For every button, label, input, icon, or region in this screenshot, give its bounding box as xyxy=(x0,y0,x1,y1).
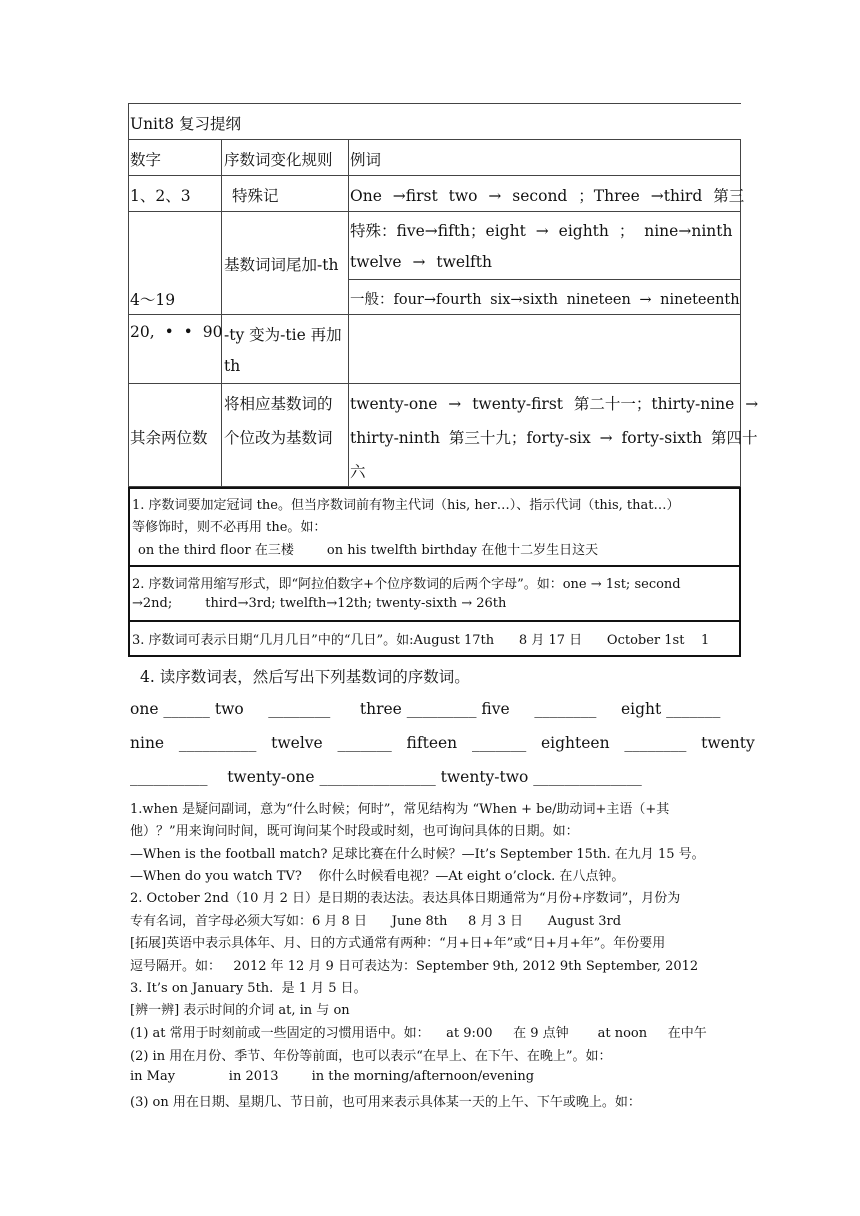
header-rule: 序数词变化规则 xyxy=(224,151,333,169)
table-rule xyxy=(128,139,741,140)
grammar-line: (3) on 用在日期、星期几、节日前，也可用来表示具体某一天的上午、下午或晚上。如： xyxy=(130,1095,641,1110)
exercise-heading: 4. 读序数词表，然后写出下列基数词的序数词。 xyxy=(140,668,470,686)
row4-number: 其余两位数 xyxy=(130,429,208,447)
header-example: 例词 xyxy=(350,151,382,169)
grammar-line: 他）？”用来询问时间，既可询问某个时段或时刻，也可询问具体的日期。如： xyxy=(130,824,579,839)
grammar-line: in May in 2013 in the morning/afternoon/evening xyxy=(130,1069,535,1084)
row4-rule-line1: 将相应基数词的 xyxy=(224,395,333,413)
grammar-line: 逗号隔开。如： 2012 年 12 月 9 日可表达为：September 9th, 2012 9th September, 2012 xyxy=(130,959,699,974)
table-rule xyxy=(128,103,129,486)
box-rule xyxy=(128,487,130,657)
grammar-line: 专有名词，首字母必须大写如：6 月 8 日 June 8th 8 月 3 日 August 3rd xyxy=(130,914,622,929)
table-rule xyxy=(221,139,222,486)
header-number: 数字 xyxy=(130,151,162,169)
grammar-line: —When is the football match? 足球比赛在什么时候？—It’s September 15th. 在九月 15 号。 xyxy=(130,847,705,862)
row4-example-line2: thirty-ninth 第三十九；forty-six → forty-sixth 第四十 xyxy=(350,429,758,447)
table-rule xyxy=(128,314,741,315)
row1-rule: 特殊记 xyxy=(232,187,279,205)
box-rule xyxy=(128,655,741,657)
note3: 3. 序数词可表示日期“几月几日”中的“几日”。如:August 17th 8 月 17 日 October 1st 1 xyxy=(132,633,710,648)
grammar-line: 2. October 2nd（10 月 2 日）是日期的表达法。表达具体日期通常为“月份+序数词”，月份为 xyxy=(130,891,681,906)
exercise-line1: one ______ two ________ three _________ five ________ eight _______ xyxy=(130,700,721,718)
table-rule xyxy=(128,103,741,104)
grammar-line: [辨一辨] 表示时间的介词 at, in 与 on xyxy=(130,1003,350,1018)
note1-line3: on the third floor 在三楼 on his twelfth birthday 在他十二岁生日这天 xyxy=(138,543,599,558)
grammar-line: 3. It’s on January 5th. 是 1 月 5 日。 xyxy=(130,981,367,996)
grammar-line: (2) in 用在月份、季节、年份等前面，也可以表示“在早上、在下午、在晚上”。如： xyxy=(130,1049,612,1064)
note2-line2: →2nd; third→3rd; twelfth→12th; twenty-sixth → 26th xyxy=(132,596,507,611)
row1-example: One →first two → second ；Three →third 第三 xyxy=(350,187,745,205)
grammar-line: —When do you watch TV? 你什么时候看电视？—At eight o’clock. 在八点钟。 xyxy=(130,869,625,884)
grammar-line: 1.when 是疑问副词，意为“什么时候；何时”，常见结构为 “When + be/助动词+主语（+其 xyxy=(130,802,670,817)
table-rule xyxy=(128,175,741,176)
grammar-line: (1) at 常用于时刻前或一些固定的习惯用语中。如： at 9:00 在 9 点钟 at noon 在中午 xyxy=(130,1026,707,1041)
table-rule xyxy=(348,139,349,486)
box-rule xyxy=(128,620,741,622)
grammar-line: [拓展]英语中表示具体年、月、日的方式通常有两种：“月+日+年”或“日+月+年”。年份要用 xyxy=(130,936,666,951)
box-rule xyxy=(128,565,741,567)
box-rule xyxy=(128,487,741,489)
row4-rule-line2: 个位改为基数词 xyxy=(224,429,333,447)
note1-line1: 1. 序数词要加定冠词 the。但当序数词前有物主代词（his, her…）、指示代词（this, that…） xyxy=(132,498,680,513)
table-title: Unit8 复习提纲 xyxy=(130,115,242,133)
row3-rule-line1: -ty 变为-tie 再加 xyxy=(224,326,342,344)
row2-number: 4～19 xyxy=(130,291,176,309)
row3-rule-line2: th xyxy=(224,357,241,375)
row2-rule: 基数词词尾加-th xyxy=(224,256,339,274)
table-rule xyxy=(348,279,741,280)
row1-number: 1、2、3 xyxy=(130,187,191,205)
box-rule xyxy=(739,487,741,657)
note1-line2: 等修饰时，则不必再用 the。如： xyxy=(132,520,327,535)
row2-special-line1: 特殊：five→fifth；eight → eighth ； nine→ninth xyxy=(350,222,733,240)
note2-line1: 2. 序数词常用缩写形式，即“阿拉伯数字+个位序数词的后两个字母”。如：one → 1st; second xyxy=(132,577,681,592)
row2-special-line2: twelve → twelfth xyxy=(350,253,492,271)
table-rule xyxy=(128,383,741,384)
exercise-line2: nine __________ twelve _______ fifteen _______ eighteen ________ twenty xyxy=(130,734,755,752)
exercise-line3: __________ twenty-one _______________ twenty-two ______________ xyxy=(130,768,642,786)
row2-general: 一般：four→fourth six→sixth nineteen → nineteenth xyxy=(350,292,740,308)
row4-example-line1: twenty-one → twenty-first 第二十一；thirty-nine → xyxy=(350,395,759,413)
row3-number: 20, • • 90 xyxy=(130,323,223,341)
row4-example-line3: 六 xyxy=(350,463,366,481)
table-rule xyxy=(128,211,741,212)
